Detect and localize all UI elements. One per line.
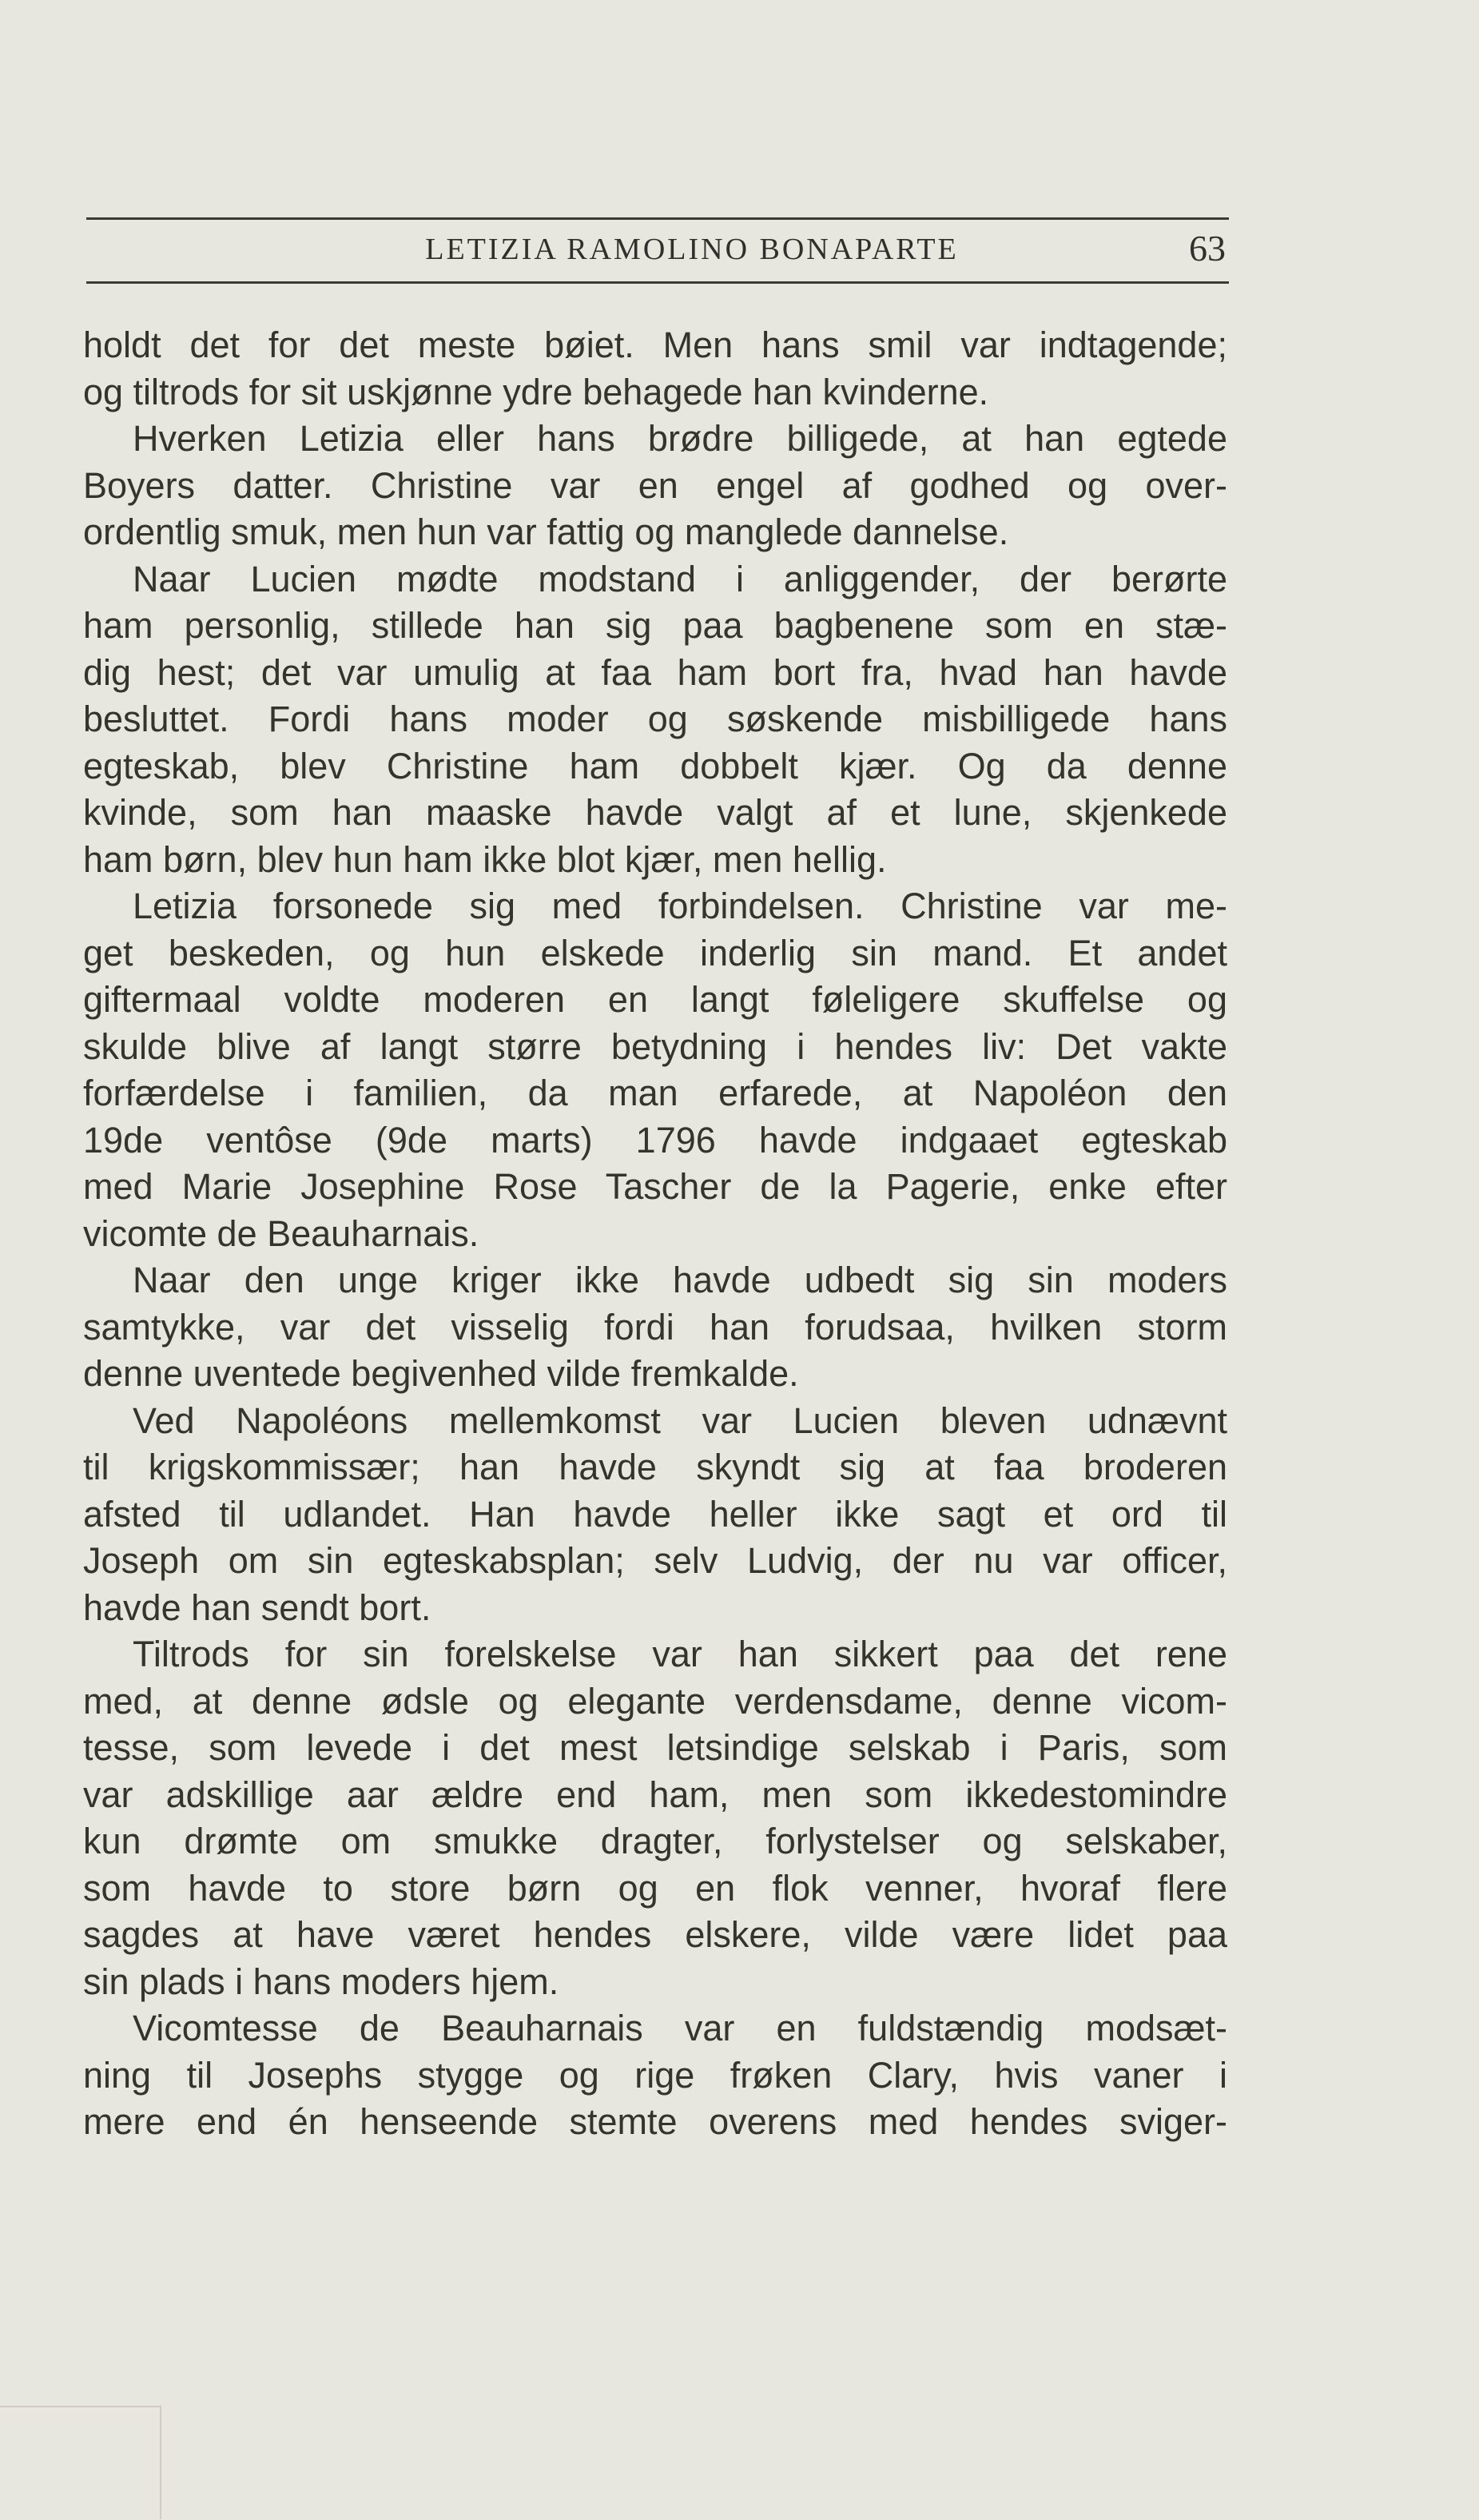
text-line: samtykke, var det visselig fordi han forudsaa, hvilken storm — [83, 1306, 1227, 1348]
text-line: 19de ventôse (9de marts) 1796 havde indgaaet egteskab — [83, 1119, 1227, 1160]
text-line: sagdes at have været hendes elskere, vilde være lidet paa — [83, 1914, 1227, 1955]
header-bottom-rule — [86, 281, 1229, 284]
text-line: ning til Josephs stygge og rige frøken Clary, hvis vaner i — [83, 2054, 1227, 2096]
text-line: besluttet. Fordi hans moder og søskende misbilligede hans — [83, 699, 1227, 739]
text-line: holdt det for det meste bøiet. Men hans smil var indtagende; — [83, 324, 1227, 365]
text-line: med Marie Josephine Rose Tascher de la Pagerie, enke efter — [83, 1166, 1227, 1207]
text-line: skulde blive af langt større betydning i hendes liv: Det vakte — [83, 1025, 1227, 1067]
body-text — [83, 322, 1227, 2146]
text-line: sin plads i hans moders hjem. — [83, 1961, 559, 2002]
text-line: get beskeden, og hun elskede inderlig sin mand. Et andet — [83, 932, 1227, 973]
text-line: egteskab, blev Christine ham dobbelt kjær. Og da denne — [83, 745, 1227, 786]
text-line: Ved Napoléons mellemkomst var Lucien bleven udnævnt — [133, 1399, 1227, 1441]
text-line: ham personlig, stillede han sig paa bagbenene som en stæ- — [83, 605, 1227, 646]
text-line: dig hest; det var umulig at faa ham bort fra, hvad han havde — [83, 651, 1227, 693]
running-title: LETIZIA RAMOLINO BONAPARTE — [425, 233, 959, 266]
page-number: 63 — [1189, 228, 1226, 269]
text-line: Letizia forsonede sig med forbindelsen. Christine var me- — [133, 886, 1227, 926]
text-line: kvinde, som han maaske havde valgt af et lune, skjenkede — [83, 792, 1227, 833]
text-line: giftermaal voldte moderen en langt føleligere skuffelse og — [83, 979, 1227, 1020]
text-line: ham børn, blev hun ham ikke blot kjær, men hellig. — [83, 838, 887, 880]
text-line: var adskillige aar ældre end ham, men som ikkedestomindre — [83, 1774, 1227, 1815]
text-line: Naar Lucien mødte modstand i anliggender, der berørte — [133, 558, 1227, 599]
text-line: Boyers datter. Christine var en engel af godhed og over- — [83, 464, 1227, 506]
running-head — [86, 227, 1229, 278]
text-line: som havde to store børn og en flok venner, hvoraf flere — [83, 1867, 1227, 1909]
text-line: havde han sendt bort. — [83, 1586, 431, 1628]
text-line: Joseph om sin egteskabsplan; selv Ludvig, der nu var officer, — [83, 1540, 1227, 1581]
text-line: til krigskommissær; han havde skyndt sig at faa broderen — [83, 1447, 1227, 1487]
text-line: mere end én henseende stemte overens med hendes sviger- — [83, 2101, 1227, 2142]
text-line: vicomte de Beauharnais. — [83, 1212, 479, 1254]
text-line: Hverken Letizia eller hans brødre billigede, at han egtede — [133, 418, 1227, 459]
text-line: Naar den unge kriger ikke havde udbedt sig sin moders — [133, 1260, 1227, 1300]
text-line: afsted til udlandet. Han havde heller ikke sagt et ord til — [83, 1493, 1227, 1535]
text-line: med, at denne ødsle og elegante verdensdame, denne vicom- — [83, 1680, 1227, 1722]
header-top-rule — [86, 217, 1229, 220]
text-line: denne uventede begivenhed vilde fremkalde. — [83, 1353, 799, 1394]
text-line: Tiltrods for sin forelskelse var han sikkert paa det rene — [133, 1634, 1227, 1674]
text-line: Vicomtesse de Beauharnais var en fuldstændig modsæt- — [133, 2008, 1227, 2048]
scan-edge-mark — [0, 2406, 161, 2519]
text-line: ordentlig smuk, men hun var fattig og manglede dannelse. — [83, 512, 1009, 552]
text-line: og tiltrods for sit uskjønne ydre behagede han kvinderne. — [83, 371, 989, 412]
text-line: kun drømte om smukke dragter, forlystelser og selskaber, — [83, 1821, 1227, 1861]
text-line: forfærdelse i familien, da man erfarede, at Napoléon den — [83, 1073, 1227, 1113]
text-line: tesse, som levede i det mest letsindige selskab i Paris, som — [83, 1727, 1227, 1768]
